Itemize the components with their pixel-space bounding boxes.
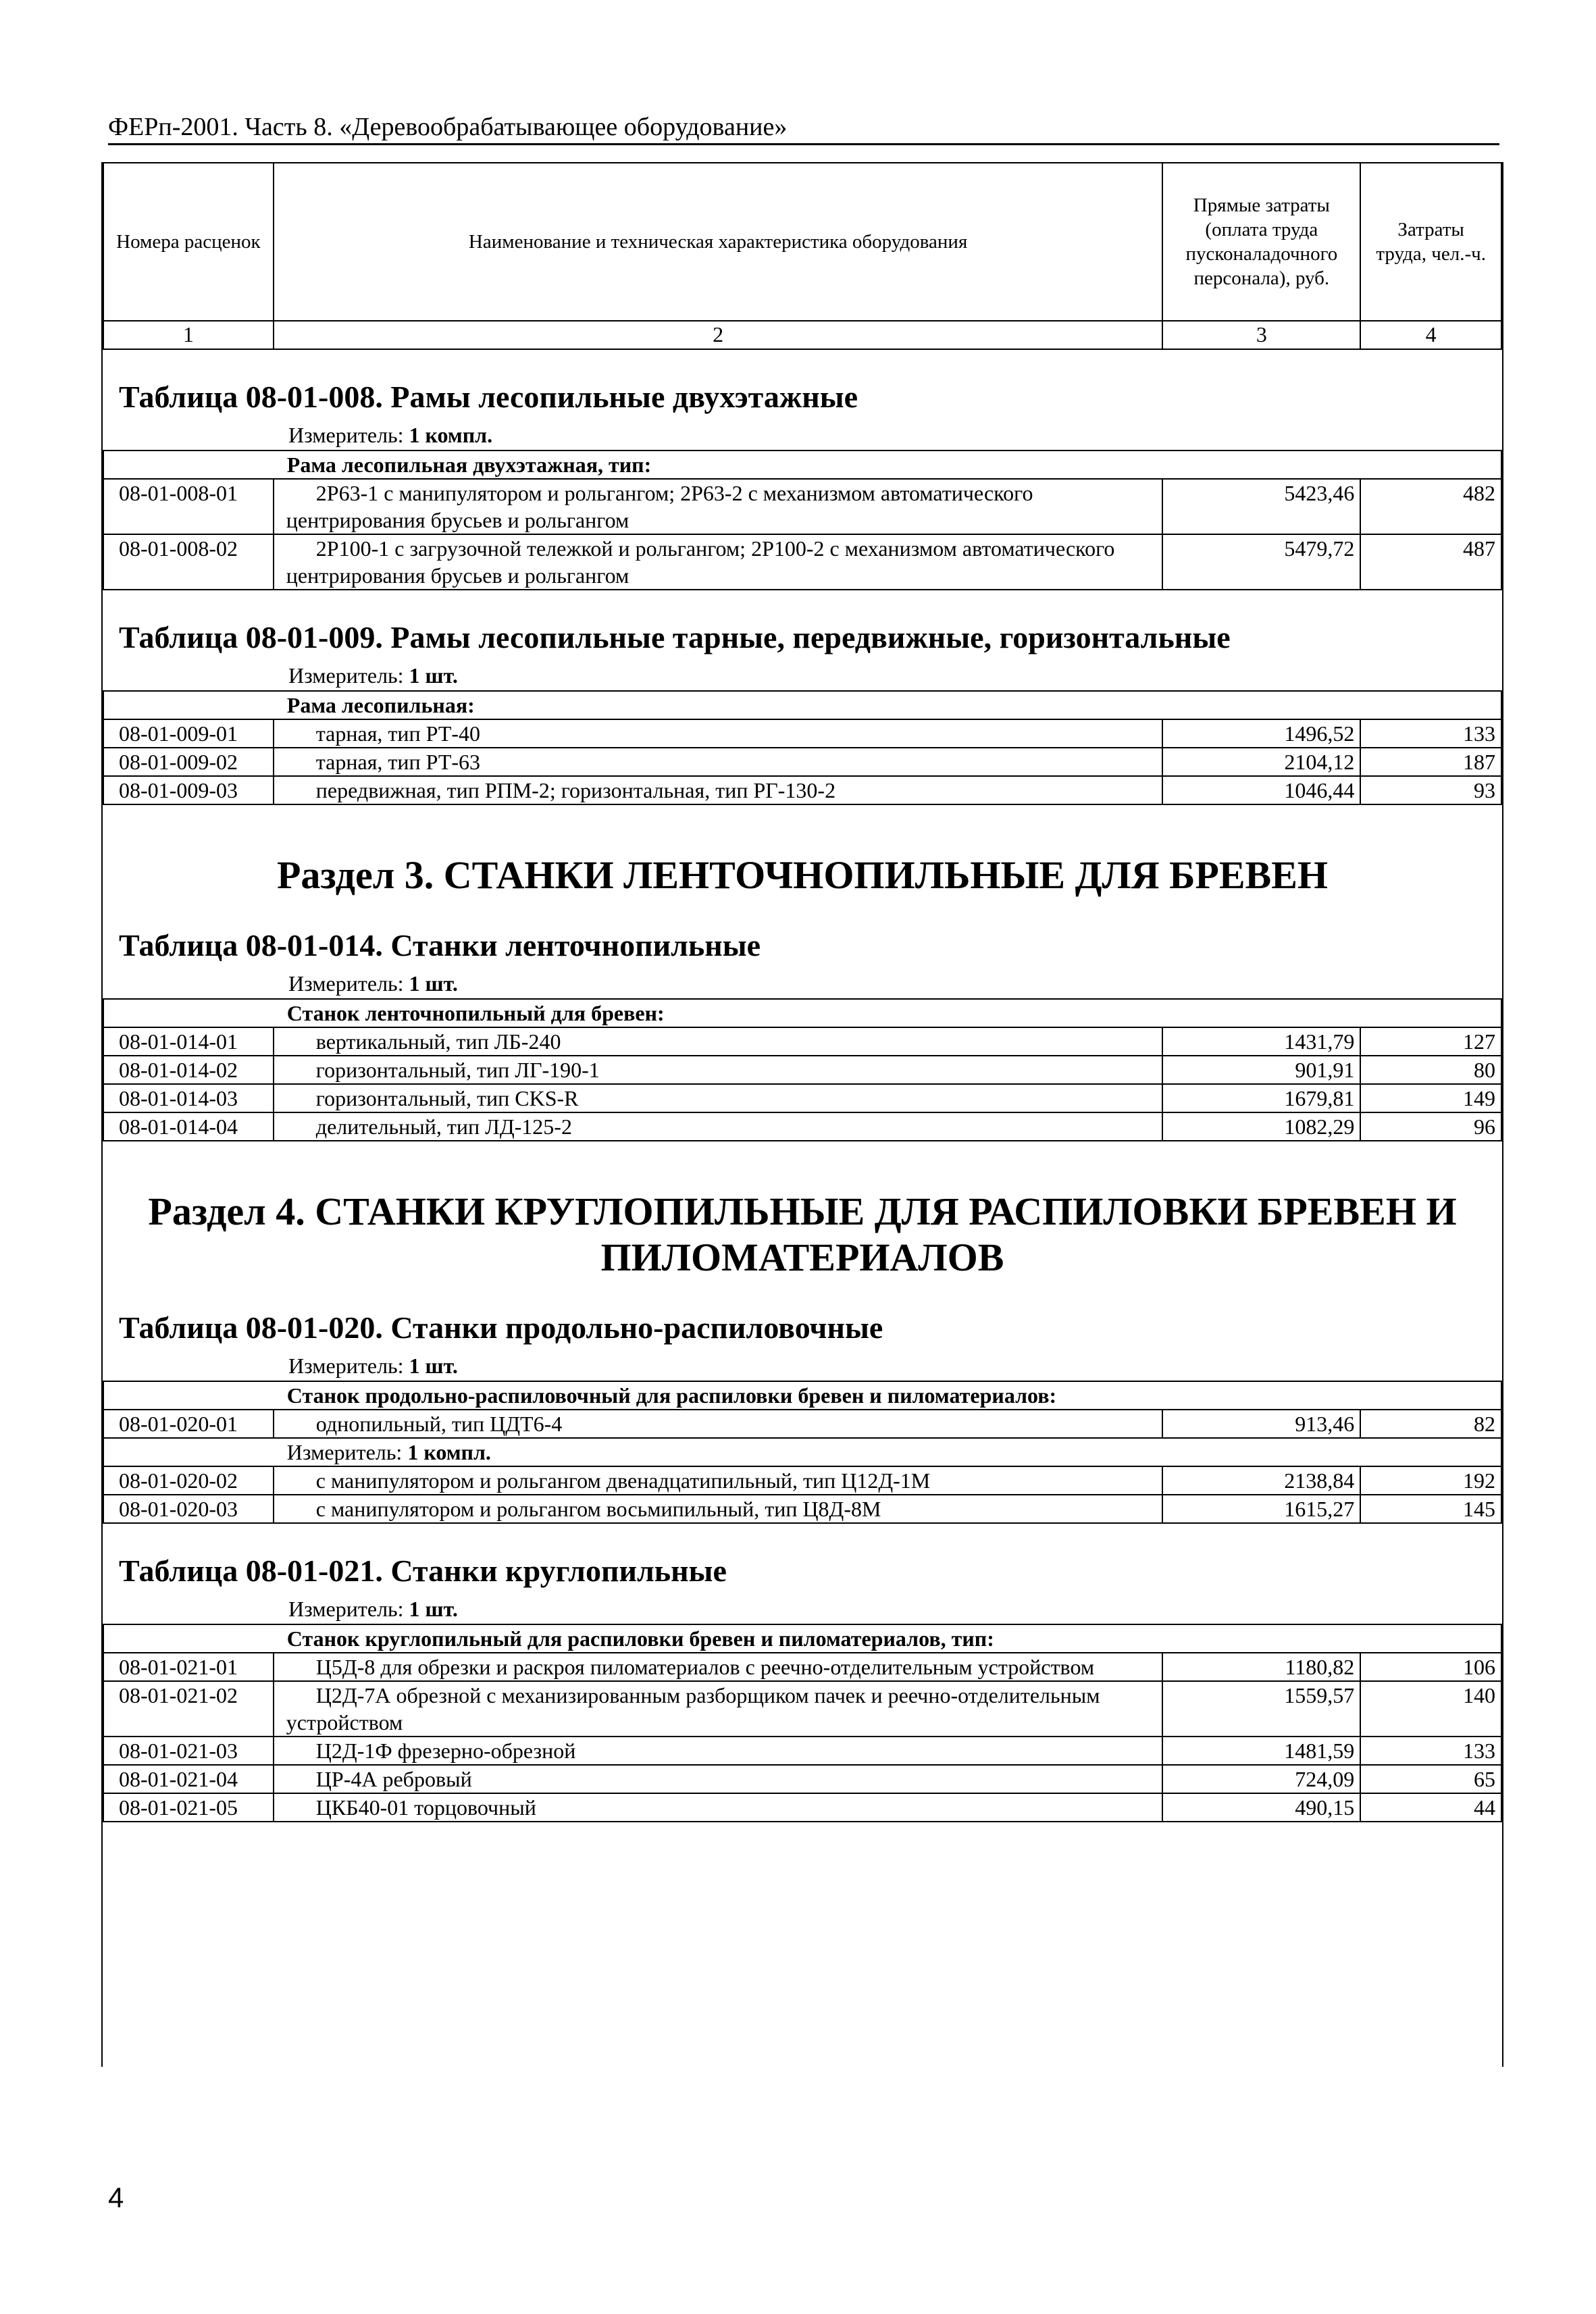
direct-cost: 724,09 [1162, 1765, 1360, 1793]
direct-cost: 901,91 [1162, 1056, 1360, 1084]
labor-cost: 133 [1360, 719, 1501, 748]
equipment-name [274, 479, 1163, 534]
labor-cost: 106 [1360, 1653, 1501, 1681]
equipment-name [274, 1084, 1163, 1112]
meter-value: 1 компл. [407, 1440, 491, 1464]
direct-cost: 1180,82 [1162, 1653, 1360, 1681]
direct-cost: 1559,57 [1162, 1681, 1360, 1737]
table-row [103, 1793, 1501, 1822]
direct-cost: 2138,84 [1162, 1466, 1360, 1495]
table-row [103, 776, 1501, 804]
equipment-name-text: 2Р63-1 с манипулятором и рольгангом; 2Р63-2 с механизмом автоматического центрирования брусьев и рольгангом [286, 481, 1033, 532]
document-body [101, 162, 1503, 2067]
equipment-name [274, 1112, 1163, 1141]
equipment-name-text: передвижная, тип РПМ-2; горизонтальная, тип РГ-130-2 [315, 778, 836, 802]
direct-cost: 1481,59 [1162, 1737, 1360, 1765]
rate-code: 08-01-020-02 [103, 1466, 274, 1495]
equipment-name-text: горизонтальный, тип CKS-R [315, 1086, 579, 1110]
meter-label: Измеритель: [288, 1354, 404, 1378]
equipment-name-text: делительный, тип ЛД-125-2 [315, 1114, 572, 1139]
direct-cost: 1615,27 [1162, 1495, 1360, 1523]
table-row [103, 1765, 1501, 1793]
labor-cost: 65 [1360, 1765, 1501, 1793]
meter-014 [103, 963, 1502, 998]
direct-cost: 5479,72 [1162, 534, 1360, 590]
rates-table-014 [103, 998, 1502, 1141]
rates-table-009 [103, 690, 1502, 805]
group-label: Станок продольно-распиловочный для распиловки бревен и пиломатериалов: [274, 1381, 1501, 1410]
direct-cost: 490,15 [1162, 1793, 1360, 1822]
meter-label: Измеритель: [286, 1440, 403, 1464]
labor-cost: 482 [1360, 479, 1501, 534]
table-row [103, 1653, 1501, 1681]
equipment-name-text: с манипулятором и рольгангом восьмипильный, тип Ц8Д-8М [315, 1497, 881, 1521]
column-header-labor: Затраты труда, чел.-ч. [1360, 163, 1501, 321]
direct-cost: 1082,29 [1162, 1112, 1360, 1141]
labor-cost: 93 [1360, 776, 1501, 804]
group-label: Станок ленточнопильный для бревен: [274, 999, 1501, 1027]
group-label: Рама лесопильная: [274, 691, 1501, 719]
column-header-codes: Номера расценок [103, 163, 274, 321]
labor-cost: 80 [1360, 1056, 1501, 1084]
rate-code: 08-01-021-05 [103, 1793, 274, 1822]
labor-cost: 82 [1360, 1410, 1501, 1438]
rate-code: 08-01-021-03 [103, 1737, 274, 1765]
column-numbers-row [103, 321, 1501, 349]
rate-code: 08-01-021-01 [103, 1653, 274, 1681]
column-number-4: 4 [1360, 321, 1501, 349]
table-title-014: Таблица 08-01-014. Станки ленточнопильные [119, 928, 761, 962]
direct-cost: 1679,81 [1162, 1084, 1360, 1112]
equipment-name-text: 2Р100-1 с загрузочной тележкой и рольгангом; 2Р100-2 с механизмом автоматического центрирования брусьев и рольгангом [286, 536, 1115, 588]
equipment-name [274, 1653, 1163, 1681]
column-header-name: Наименование и техническая характеристика оборудования [274, 163, 1163, 321]
labor-cost: 192 [1360, 1466, 1501, 1495]
equipment-name [274, 1410, 1163, 1438]
table-row [103, 1681, 1501, 1737]
equipment-name-text: с манипулятором и рольгангом двенадцатипильный, тип Ц12Д-1М [315, 1468, 931, 1493]
table-row [103, 1056, 1501, 1084]
equipment-name [274, 1027, 1163, 1056]
column-header-cost: Прямые затраты (оплата труда пусконаладочного персонала), руб. [1162, 163, 1360, 321]
equipment-name-text: Ц2Д-1Ф фрезерно-обрезной [315, 1739, 576, 1763]
group-row [103, 691, 1501, 719]
labor-cost: 140 [1360, 1681, 1501, 1737]
meter-label: Измеритель: [288, 971, 404, 996]
labor-cost: 149 [1360, 1084, 1501, 1112]
equipment-name-text: горизонтальный, тип ЛГ-190-1 [315, 1058, 600, 1082]
equipment-name [274, 1765, 1163, 1793]
table-row [103, 719, 1501, 748]
page-number: 4 [108, 2182, 124, 2213]
group-row [103, 999, 1501, 1027]
group-row [103, 1381, 1501, 1410]
equipment-name [274, 1056, 1163, 1084]
meter-value: 1 компл. [409, 423, 493, 447]
rates-table-021 [103, 1624, 1502, 1822]
equipment-name-text: вертикальный, тип ЛБ-240 [315, 1029, 561, 1054]
group-row [103, 1624, 1501, 1653]
direct-cost: 1496,52 [1162, 719, 1360, 748]
meter-value: 1 шт. [409, 663, 458, 688]
rate-code: 08-01-008-02 [103, 534, 274, 590]
rate-code: 08-01-014-03 [103, 1084, 274, 1112]
meter-label: Измеритель: [288, 663, 404, 688]
table-row [103, 1466, 1501, 1495]
labor-cost: 133 [1360, 1737, 1501, 1765]
table-title-021: Таблица 08-01-021. Станки круглопильные [119, 1553, 727, 1588]
column-number-3: 3 [1162, 321, 1360, 349]
direct-cost: 5423,46 [1162, 479, 1360, 534]
equipment-name [274, 748, 1163, 776]
meter-020 [103, 1345, 1502, 1381]
table-row [103, 1112, 1501, 1141]
table-row [103, 1495, 1501, 1523]
direct-cost: 2104,12 [1162, 748, 1360, 776]
equipment-name-text: ЦКБ40-01 торцовочный [315, 1795, 536, 1820]
equipment-name [274, 719, 1163, 748]
meter-021 [103, 1589, 1502, 1624]
equipment-name-text: ЦР-4А ребровый [315, 1767, 472, 1791]
group-row [103, 451, 1501, 479]
equipment-name-text: Ц5Д-8 для обрезки и раскроя пиломатериалов с реечно-отделительным устройством [315, 1655, 1095, 1679]
labor-cost: 187 [1360, 748, 1501, 776]
meter-label: Измеритель: [288, 423, 404, 447]
direct-cost: 1431,79 [1162, 1027, 1360, 1056]
rate-code: 08-01-008-01 [103, 479, 274, 534]
meter-value: 1 шт. [409, 1354, 458, 1378]
rate-code: 08-01-014-02 [103, 1056, 274, 1084]
table-row [103, 1084, 1501, 1112]
labor-cost: 96 [1360, 1112, 1501, 1141]
page-header: ФЕРп-2001. Часть 8. «Деревообрабатывающее оборудование» [108, 113, 1499, 145]
table-row [103, 748, 1501, 776]
equipment-name [274, 1466, 1163, 1495]
labor-cost: 44 [1360, 1793, 1501, 1822]
section-3-title: Раздел 3. СТАНКИ ЛЕНТОЧНОПИЛЬНЫЕ ДЛЯ БРЕВЕН [276, 853, 1329, 897]
rate-code: 08-01-014-04 [103, 1112, 274, 1141]
meter-008 [103, 415, 1502, 450]
rate-code: 08-01-009-03 [103, 776, 274, 804]
rates-table-008 [103, 450, 1502, 590]
labor-cost: 127 [1360, 1027, 1501, 1056]
equipment-name-text: однопильный, тип ЦДТ6-4 [315, 1412, 563, 1436]
rate-code: 08-01-020-03 [103, 1495, 274, 1523]
meter-row [103, 1438, 1501, 1466]
group-label: Станок круглопильный для распиловки бревен и пиломатериалов, тип: [274, 1624, 1501, 1653]
table-title-009: Таблица 08-01-009. Рамы лесопильные тарные, передвижные, горизонтальные [119, 620, 1231, 654]
direct-cost: 913,46 [1162, 1410, 1360, 1438]
rates-table-020 [103, 1381, 1502, 1524]
rate-code: 08-01-021-04 [103, 1765, 274, 1793]
equipment-name-text: тарная, тип РТ-40 [315, 721, 481, 746]
meter-label: Измеритель: [288, 1597, 404, 1621]
group-label: Рама лесопильная двухэтажная, тип: [274, 451, 1501, 479]
equipment-name-text: Ц2Д-7А обрезной с механизированным разборщиком пачек и реечно-отделительным устройством [286, 1683, 1100, 1734]
equipment-name [274, 1737, 1163, 1765]
equipment-name [274, 1495, 1163, 1523]
labor-cost: 145 [1360, 1495, 1501, 1523]
table-row [103, 1737, 1501, 1765]
column-header-table [103, 162, 1502, 350]
equipment-name [274, 534, 1163, 590]
section-4-title: Раздел 4. СТАНКИ КРУГЛОПИЛЬНЫЕ ДЛЯ РАСПИЛОВКИ БРЕВЕН И ПИЛОМАТЕРИАЛОВ [148, 1189, 1457, 1279]
table-title-020: Таблица 08-01-020. Станки продольно-распиловочные [119, 1310, 883, 1345]
direct-cost: 1046,44 [1162, 776, 1360, 804]
rate-code: 08-01-021-02 [103, 1681, 274, 1737]
rate-code: 08-01-009-02 [103, 748, 274, 776]
table-title-008: Таблица 08-01-008. Рамы лесопильные двухэтажные [119, 380, 858, 414]
table-row [103, 1410, 1501, 1438]
table-row [103, 534, 1501, 590]
equipment-name [274, 776, 1163, 804]
rate-code: 08-01-014-01 [103, 1027, 274, 1056]
table-row [103, 479, 1501, 534]
column-number-2: 2 [274, 321, 1163, 349]
meter-009 [103, 655, 1502, 690]
rate-code: 08-01-009-01 [103, 719, 274, 748]
equipment-name [274, 1681, 1163, 1737]
equipment-name [274, 1793, 1163, 1822]
labor-cost: 487 [1360, 534, 1501, 590]
meter-value: 1 шт. [409, 971, 458, 996]
column-number-1: 1 [103, 321, 274, 349]
header-row [103, 163, 1501, 321]
table-row [103, 1027, 1501, 1056]
meter-value: 1 шт. [409, 1597, 458, 1621]
meter-020-second [274, 1438, 1501, 1466]
rate-code: 08-01-020-01 [103, 1410, 274, 1438]
equipment-name-text: тарная, тип РТ-63 [315, 750, 481, 774]
